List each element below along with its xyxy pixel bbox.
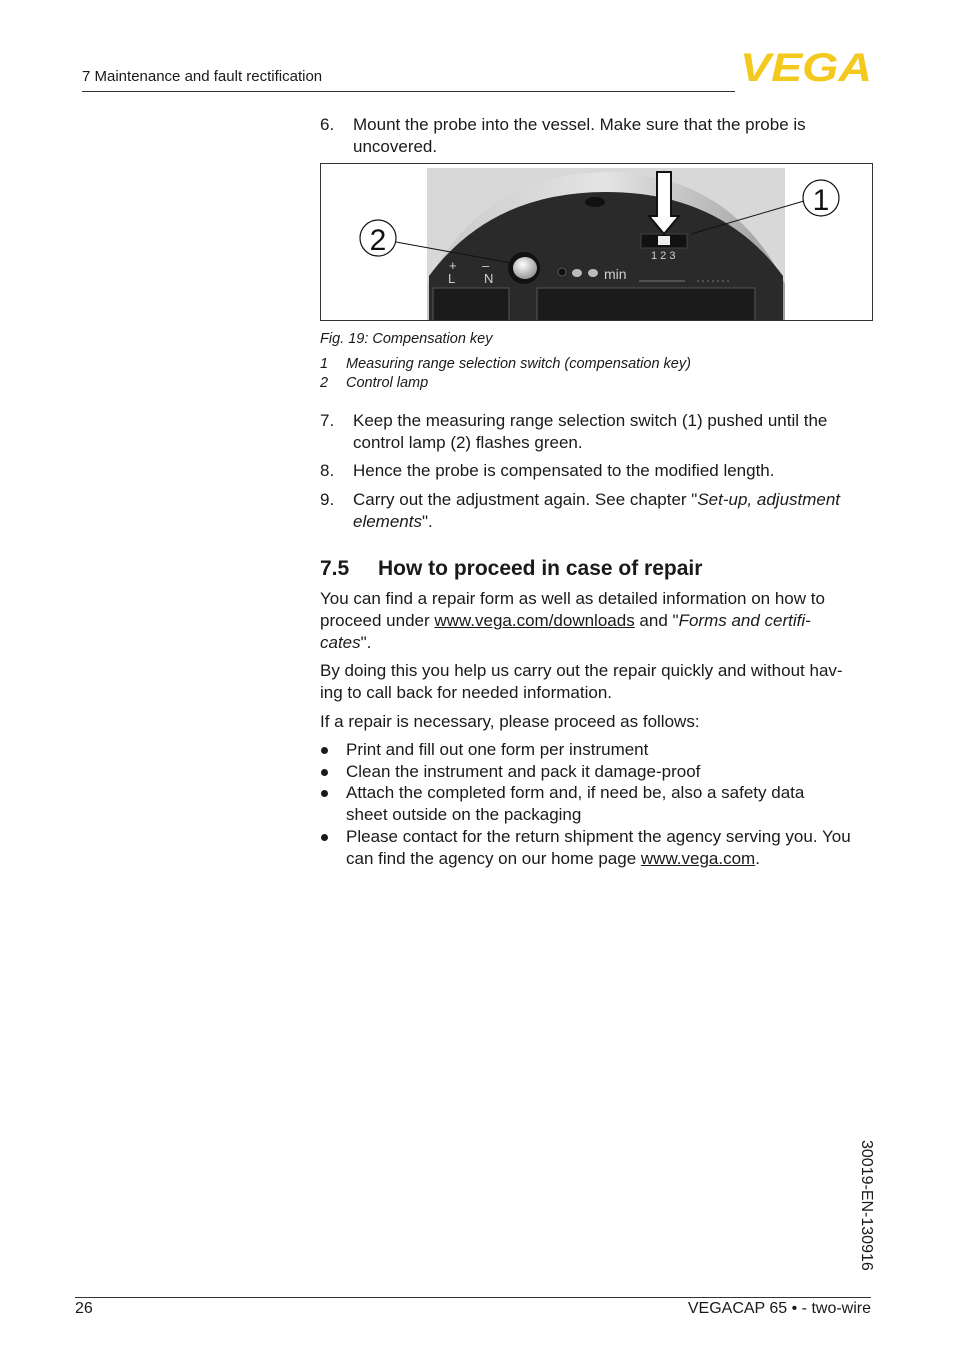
- bullet-item: [320, 826, 880, 870]
- legend-item: [320, 356, 880, 376]
- step-text-part: Carry out the adjustment again. See chapter ": [353, 490, 698, 509]
- vega-logo: [740, 50, 874, 84]
- running-header: 7 Maintenance and fault rectification: [82, 68, 323, 85]
- section-title: How to proceed in case of repair: [378, 557, 703, 580]
- step-number: 6.: [320, 115, 335, 134]
- switch-labels: 1 2 3: [651, 250, 676, 262]
- lamp-L-label: L: [448, 271, 456, 286]
- downloads-link[interactable]: www.vega.com/downloads: [434, 611, 635, 630]
- callout-2-label: 2: [369, 224, 387, 257]
- mount-hole: [585, 197, 605, 207]
- paragraph-line: ing to call back for needed information.: [320, 683, 613, 702]
- bullet-text-part: .: [755, 849, 760, 868]
- terminal-block: [537, 288, 755, 321]
- control-lamp: [513, 257, 537, 279]
- footer-product: VEGACAP 65 • - two-wire: [687, 1300, 871, 1317]
- chapter-reference: elements: [353, 512, 422, 531]
- paragraph-part: ".: [360, 633, 372, 652]
- step-number: 8.: [320, 461, 335, 480]
- paragraph-part: and ": [634, 611, 679, 630]
- figure-illustration: [321, 164, 873, 321]
- bullet-item: [320, 761, 880, 783]
- forms-reference: cates: [320, 633, 361, 652]
- legend-text: Control lamp: [346, 375, 429, 391]
- step-text-line: control lamp (2) flashes green.: [353, 433, 583, 452]
- forms-reference: Forms and certifi-: [678, 611, 811, 630]
- step-8: [320, 460, 880, 482]
- bullet-text: [346, 782, 880, 826]
- bullet-dot: [321, 834, 328, 841]
- step-number: 7.: [320, 411, 335, 430]
- indicator-dot: [572, 269, 582, 277]
- section-number: 7.5: [320, 557, 350, 580]
- min-label: min: [604, 266, 627, 282]
- figure-caption: Fig. 19: Compensation key: [320, 331, 493, 347]
- step-text: [353, 489, 880, 533]
- legend-number: 1: [320, 356, 329, 372]
- footer-rule: [75, 1297, 871, 1298]
- lamp-N-label: N: [484, 271, 494, 286]
- step-text-line: Keep the measuring range selection switch (1) pushed until the: [353, 411, 828, 430]
- bullet-item: [320, 739, 880, 761]
- paragraph-3: If a repair is necessary, please proceed as follows:: [320, 712, 700, 731]
- callout-1-label: 1: [812, 184, 830, 217]
- switch-knob: [658, 236, 670, 245]
- step-text-line: uncovered.: [353, 137, 438, 156]
- header-rule: [82, 91, 735, 92]
- legend-item: [320, 375, 880, 395]
- section-heading: [320, 557, 880, 583]
- indicator-dot: [588, 269, 598, 277]
- paragraph-line: By doing this you help us carry out the repair quickly and without hav-: [320, 661, 843, 680]
- step-text: [353, 410, 880, 454]
- bullet-item: [320, 782, 880, 826]
- bullet-text-part: can find the agency on our home page: [346, 849, 641, 868]
- bullet-dot: [321, 769, 328, 776]
- paragraph-line: You can find a repair form as well as detailed information on how to: [320, 589, 825, 608]
- lamp-plus-label: +: [449, 258, 457, 273]
- page-number: 26: [75, 1300, 93, 1317]
- legend-number: 2: [320, 375, 329, 391]
- document-id: 30019-EN-130916: [858, 1140, 875, 1271]
- bullet-text: Clean the instrument and pack it damage-proof: [346, 762, 701, 781]
- paragraph-1: [320, 588, 875, 654]
- figure-compensation-key: [320, 163, 873, 321]
- chapter-reference: Set-up, adjustment: [697, 490, 841, 509]
- step-9: [320, 489, 880, 533]
- bullet-dot: [321, 790, 328, 797]
- bullet-text: Print and fill out one form per instrument: [346, 740, 649, 759]
- step-text-part: ".: [421, 512, 433, 531]
- step-text: [353, 114, 880, 158]
- terminal-block: [433, 288, 509, 321]
- step-number: 9.: [320, 490, 335, 509]
- bullet-text-line: Please contact for the return shipment the agency serving you. You: [346, 827, 851, 846]
- bullet-text-line: sheet outside on the packaging: [346, 805, 582, 824]
- paragraph-part: proceed under: [320, 611, 435, 630]
- lamp-minus-label: –: [482, 258, 490, 273]
- step-7: [320, 410, 880, 454]
- bullet-text-line: Attach the completed form and, if need be, also a safety data: [346, 783, 805, 802]
- paragraph-2: [320, 660, 875, 704]
- bullet-dot: [321, 747, 328, 754]
- legend-text: Measuring range selection switch (compensation key): [346, 356, 691, 372]
- potentiometer-hole: [558, 268, 566, 276]
- svg-text:VEGA: VEGA: [740, 50, 872, 84]
- homepage-link[interactable]: www.vega.com: [640, 849, 756, 868]
- step-text-line: Mount the probe into the vessel. Make sure that the probe is: [353, 115, 806, 134]
- step-6: [320, 114, 880, 158]
- step-text: Hence the probe is compensated to the modified length.: [353, 461, 775, 480]
- bullet-text: [346, 826, 880, 870]
